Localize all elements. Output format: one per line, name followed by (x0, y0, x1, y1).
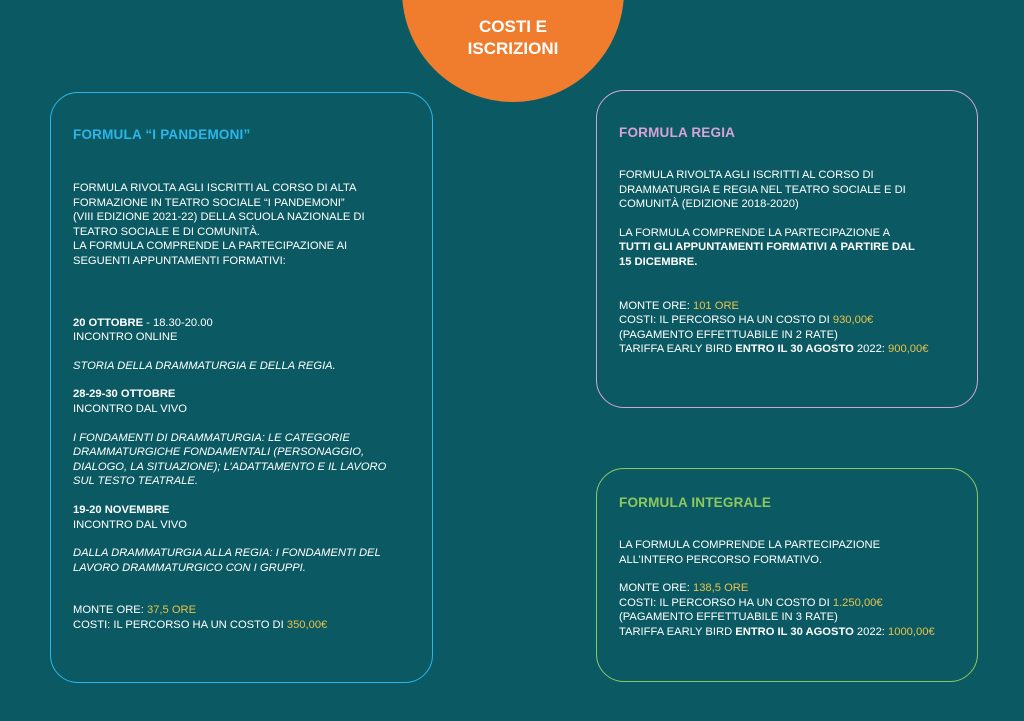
header-badge (402, 0, 624, 102)
event-mode: INCONTRO DAL VIVO (73, 518, 187, 531)
event-date: 19-20 NOVEMBRE (73, 503, 170, 516)
card-regia (596, 90, 978, 408)
event-block (73, 503, 410, 575)
card-integrale (596, 468, 978, 682)
early-price: 900,00€ (888, 343, 929, 356)
card-title: FORMULA REGIA (619, 125, 736, 140)
cost-block: MONTE ORE: 37,5 ORE COSTI: IL PERCORSO HA UN COSTO DI 350,00€ (73, 604, 328, 631)
cost-block: MONTE ORE: 101 ORE COSTI: IL PERCORSO HA UN COSTO DI 930,00€ (PAGAMENTO EFFETTUABILE IN 2 RATE) TARIFFA EARLY BIRD ENTRO IL 30 AGOSTO 2022: 900,00€ (619, 299, 955, 357)
cost-value: 1.250,00€ (832, 596, 883, 609)
event-desc: I FONDAMENTI DI DRAMMATURGIA: LE CATEGORIE DRAMMATURGICHE FONDAMENTALI (PERSONAGGIO, DIALOGO, LA SITUAZIONE); L’ADATTAMENTO E IL LAVORO SUL TESTO TEATRALE. (73, 431, 387, 488)
event-desc: DALLA DRAMMATURGIA ALLA REGIA: I FONDAMENTI DEL LAVORO DRAMMATURGICO CON I GRUPPI. (73, 547, 381, 574)
event-date: 28-29-30 OTTOBRE (73, 388, 176, 401)
event-time: - 18.30-20.00 (143, 316, 213, 329)
hours-value: 138,5 ORE (692, 582, 749, 595)
includes-bold: TUTTI GLI APPUNTAMENTI FORMATIVI A PARTIRE DAL 15 DICEMBRE. (619, 241, 915, 268)
payment-note: (PAGAMENTO EFFETTUABILE IN 2 RATE) (619, 328, 838, 341)
intro-text: FORMULA RIVOLTA AGLI ISCRITTI AL CORSO DI DRAMMATURGIA E REGIA NEL TEATRO SOCIALE E DI COMUNITÀ (EDIZIONE 2018-2020) (619, 169, 906, 211)
intro-text: FORMULA RIVOLTA AGLI ISCRITTI AL CORSO DI ALTA FORMAZIONE IN TEATRO SOCIALE “I PANDEMONI” (VIII EDIZIONE 2021-22) DELLA SCUOLA NAZIONALE DI TEATRO SOCIALE E DI COMUNITÀ. LA FORMULA COMPRENDE LA PARTECIPAZIONE AI SEGUENTI APPUNTAMENTI FORMATIVI: (73, 182, 365, 267)
hours-value: 37,5 ORE (146, 604, 197, 617)
card-pandemoni (50, 92, 433, 683)
event-date: 20 OTTOBRE (73, 316, 144, 329)
event-block (73, 387, 410, 489)
event-block (73, 316, 410, 374)
early-price: 1000,00€ (888, 625, 935, 638)
event-mode: INCONTRO ONLINE (73, 331, 178, 344)
intro-text: LA FORMULA COMPRENDE LA PARTECIPAZIONE ALL’INTERO PERCORSO FORMATIVO. (619, 539, 881, 566)
card-title: FORMULA “I PANDEMONI” (73, 127, 251, 142)
hours-value: 101 ORE (692, 299, 739, 312)
page-title: COSTI E ISCRIZIONI (467, 17, 559, 58)
card-title: FORMULA INTEGRALE (619, 495, 772, 510)
cost-value: 930,00€ (832, 314, 874, 327)
payment-note: (PAGAMENTO EFFETTUABILE IN 3 RATE) (619, 611, 838, 624)
event-desc: STORIA DELLA DRAMMATURGIA E DELLA REGIA. (73, 359, 336, 372)
cost-value: 350,00€ (286, 618, 328, 631)
event-mode: INCONTRO DAL VIVO (73, 402, 187, 415)
includes-text: LA FORMULA COMPRENDE LA PARTECIPAZIONE A (619, 226, 891, 239)
cost-block: MONTE ORE: 138,5 ORE COSTI: IL PERCORSO HA UN COSTO DI 1.250,00€ (PAGAMENTO EFFETTUABILE IN 3 RATE) TARIFFA EARLY BIRD ENTRO IL 30 AGOSTO 2022: 1000,00€ (619, 581, 955, 639)
